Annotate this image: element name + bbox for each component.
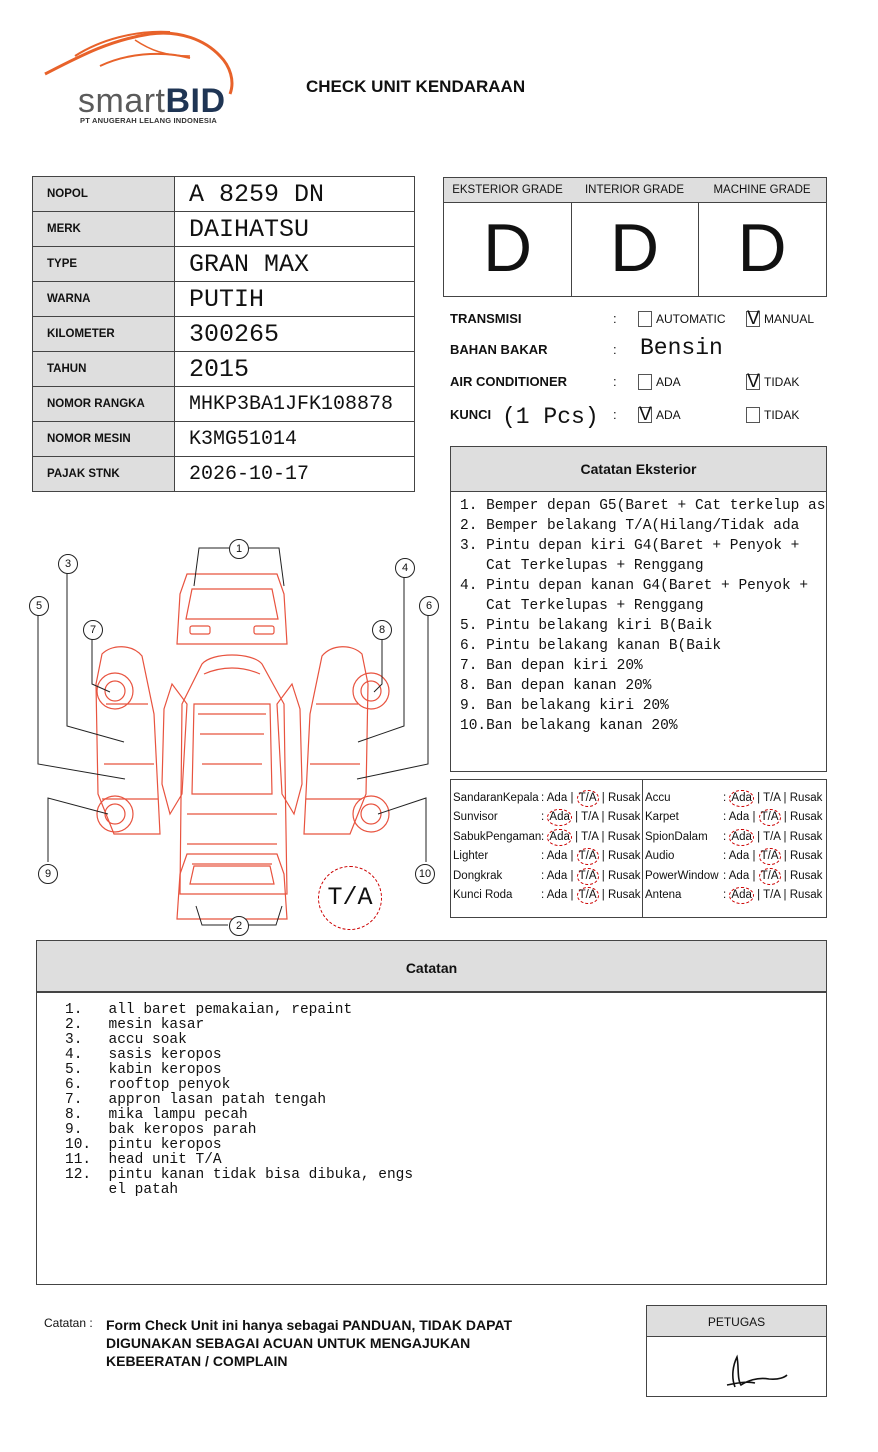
colon: :: [723, 889, 727, 901]
notes-list: [37, 993, 826, 1198]
exterior-note-item: 8. Ban depan kanan 20%: [460, 678, 652, 694]
unit-info-label: MERK: [33, 212, 175, 247]
checkbox[interactable]: [746, 407, 760, 423]
accessory-option-ada[interactable]: Ada: [546, 869, 568, 882]
unit-info-table: [32, 176, 415, 492]
accessory-option-rusak[interactable]: Rusak: [607, 830, 641, 843]
petugas-title: PETUGAS: [647, 1306, 826, 1337]
colon: :: [541, 850, 545, 863]
checkbox-checked[interactable]: [746, 370, 760, 392]
exterior-note-item: 6. Pintu belakang kanan B(Baik: [460, 638, 722, 654]
separator: |: [570, 889, 574, 901]
accessory-options: [723, 886, 822, 905]
separator: |: [752, 811, 756, 824]
unit-info-label: TYPE: [33, 247, 175, 282]
damage-marker-6: 6: [419, 596, 439, 616]
separator: |: [575, 830, 579, 843]
accessory-option-ta[interactable]: T/A: [759, 848, 781, 865]
separator: |: [570, 792, 574, 804]
accessory-name: SpionDalam: [645, 830, 708, 843]
damage-marker-5: 5: [29, 596, 49, 616]
unit-info-value: 2015: [175, 352, 415, 387]
accessory-options: [723, 847, 823, 866]
damage-marker-8: 8: [372, 620, 392, 640]
accessory-option-ta[interactable]: T/A: [763, 792, 781, 804]
note-item: el patah: [65, 1182, 179, 1198]
separator: |: [570, 869, 574, 882]
unit-info-row: [33, 387, 415, 422]
separator: |: [783, 792, 787, 804]
separator: |: [601, 869, 605, 882]
unit-info-value: MHKP3BA1JFK108878: [175, 387, 415, 422]
damage-marker-4: 4: [395, 558, 415, 578]
accessory-option-ada[interactable]: Ada: [729, 790, 753, 807]
transmisi-automatic-option[interactable]: AUTOMATIC: [638, 310, 726, 328]
unit-info-row: [33, 212, 415, 247]
accessory-options: [541, 828, 640, 847]
colon: :: [723, 792, 727, 804]
unit-info-label: NOMOR RANGKA: [33, 387, 175, 422]
ac-label: AIR CONDITIONER: [450, 374, 567, 389]
unit-info-row: [33, 422, 415, 457]
exterior-note-item: 9. Ban belakang kiri 20%: [460, 698, 669, 714]
accessory-option-ta[interactable]: T/A: [577, 887, 599, 904]
grade-label: EKSTERIOR GRADE: [444, 178, 571, 203]
unit-info-row: [33, 282, 415, 317]
note-item: 12. pintu kanan tidak bisa dibuka, engs: [65, 1167, 414, 1183]
accessory-option-ta[interactable]: T/A: [759, 809, 781, 826]
accessory-name: Antena: [645, 889, 682, 901]
damage-marker-7: 7: [83, 620, 103, 640]
note-item: 7. appron lasan patah tengah: [65, 1092, 327, 1108]
grade-label: MACHINE GRADE: [698, 178, 826, 203]
separator: |: [783, 869, 787, 882]
checkbox-checked[interactable]: [746, 307, 760, 329]
checkbox[interactable]: [638, 311, 652, 327]
colon: :: [541, 889, 545, 901]
company-logo: [40, 26, 250, 130]
accessory-option-ada[interactable]: Ada: [728, 869, 750, 882]
damage-marker-2: 2: [229, 916, 249, 936]
bahan-bakar-value: Bensin: [640, 335, 723, 361]
unit-info-row: [33, 457, 415, 492]
ta-stamp: T/A: [318, 866, 382, 930]
accessory-options: [723, 808, 823, 827]
accessory-options: [541, 886, 641, 905]
check-mark: V: [747, 307, 760, 329]
unit-info-row: [33, 247, 415, 282]
accessory-option-ada[interactable]: Ada: [728, 811, 750, 824]
separator: |: [757, 792, 761, 804]
separator: |: [575, 811, 579, 824]
note-item: 5. kabin keropos: [65, 1062, 222, 1078]
grade-value: D: [482, 210, 533, 286]
separator: |: [783, 830, 787, 843]
accessory-name: Karpet: [645, 811, 679, 824]
vehicle-damage-diagram: [22, 534, 442, 938]
accessory-option-rusak[interactable]: Rusak: [789, 850, 823, 863]
check-mark: V: [639, 403, 652, 425]
unit-info-label: WARNA: [33, 282, 175, 317]
accessory-option-ada[interactable]: Ada: [546, 889, 568, 901]
note-item: 1. all baret pemakaian, repaint: [65, 1002, 353, 1018]
unit-info-value: A 8259 DN: [175, 177, 415, 212]
checkbox[interactable]: [638, 374, 652, 390]
kunci-count: (1 Pcs): [502, 404, 599, 430]
unit-info-value: 2026-10-17: [175, 457, 415, 492]
accessory-options: [723, 828, 822, 847]
exterior-note-item: 5. Pintu belakang kiri B(Baik: [460, 618, 713, 634]
kunci-ada-option[interactable]: V ADA: [639, 403, 681, 425]
colon: :: [723, 850, 727, 863]
grade-exterior: [444, 178, 572, 296]
damage-marker-1: 1: [229, 539, 249, 559]
accessory-option-ta[interactable]: T/A: [577, 848, 599, 865]
damage-marker-9: 9: [38, 864, 58, 884]
petugas-box: [646, 1305, 827, 1397]
check-mark: V: [747, 370, 760, 392]
note-item: 4. sasis keropos: [65, 1047, 222, 1063]
unit-info-label: NOMOR MESIN: [33, 422, 175, 457]
separator: |: [601, 830, 605, 843]
vehicle-outline-icon: [22, 534, 442, 938]
kunci-label: KUNCI: [450, 407, 492, 422]
note-item: 6. rooftop penyok: [65, 1077, 231, 1093]
colon: :: [723, 811, 727, 824]
unit-info-value: PUTIH: [175, 282, 415, 317]
accessory-option-ta[interactable]: T/A: [763, 830, 781, 843]
bahan-bakar-label: BAHAN BAKAR: [450, 342, 548, 357]
accessory-options: [541, 808, 640, 827]
document-title: CHECK UNIT KENDARAAN: [306, 77, 526, 96]
accessory-option-ada[interactable]: Ada: [729, 887, 753, 904]
grade-machine: [698, 178, 826, 296]
colon: :: [541, 869, 545, 882]
accessory-option-rusak[interactable]: Rusak: [789, 869, 823, 882]
signature-icon: [647, 1337, 826, 1395]
unit-info-label: PAJAK STNK: [33, 457, 175, 492]
accessory-options: [723, 867, 823, 886]
grade-interior: [571, 178, 699, 296]
separator: |: [752, 850, 756, 863]
colon: :: [613, 311, 617, 326]
unit-info-row: [33, 317, 415, 352]
ac-tidak-option[interactable]: V TIDAK: [747, 370, 800, 392]
logo-wordmark: smartBID: [78, 82, 226, 120]
kunci-tidak-option[interactable]: TIDAK: [746, 406, 799, 424]
unit-info-value: DAIHATSU: [175, 212, 415, 247]
accessory-option-rusak[interactable]: Rusak: [789, 792, 823, 804]
accessory-name: Lighter: [453, 850, 489, 863]
accessory-option-rusak[interactable]: Rusak: [607, 792, 641, 804]
accessory-name: Audio: [645, 850, 675, 863]
colon: :: [723, 869, 727, 882]
unit-info-label: KILOMETER: [33, 317, 175, 352]
accessory-option-ta[interactable]: T/A: [763, 889, 781, 901]
accessory-option-rusak[interactable]: Rusak: [789, 889, 823, 901]
separator: |: [757, 830, 761, 843]
colon: :: [723, 830, 727, 843]
grade-value: D: [737, 210, 787, 286]
accessory-option-rusak[interactable]: Rusak: [607, 869, 641, 882]
colon: :: [541, 830, 545, 843]
colon: :: [613, 407, 617, 422]
separator: |: [757, 889, 761, 901]
accessory-option-ta[interactable]: T/A: [759, 868, 781, 885]
accessory-option-ada[interactable]: Ada: [546, 792, 568, 804]
unit-info-value: GRAN MAX: [175, 247, 415, 282]
grade-label: INTERIOR GRADE: [571, 178, 698, 203]
exterior-notes-list: [451, 492, 826, 736]
footer-disclaimer: Form Check Unit ini hanya sebagai PANDUAN, TIDAK DAPAT DIGUNAKAN SEBAGAI ACUAN UNTUK MENGAJUKAN KEBEERATAN / COMPLAIN: [106, 1317, 513, 1369]
accessory-name: SandaranKepala: [453, 792, 539, 804]
separator: |: [752, 869, 756, 882]
damage-marker-3: 3: [58, 554, 78, 574]
unit-info-value: K3MG51014: [175, 422, 415, 457]
accessories-panel: [450, 779, 827, 918]
checkbox-checked[interactable]: [638, 403, 652, 425]
separator: |: [601, 792, 605, 804]
accessory-option-ta[interactable]: T/A: [581, 811, 599, 824]
unit-info-label: NOPOL: [33, 177, 175, 212]
exterior-note-item: 10.Ban belakang kanan 20%: [460, 718, 678, 734]
exterior-note-item: 1. Bemper depan G5(Baret + Cat terkelup as: [460, 498, 826, 514]
exterior-notes-title: Catatan Eksterior: [451, 447, 826, 492]
accessory-option-ada[interactable]: Ada: [547, 829, 571, 846]
accessory-option-rusak[interactable]: Rusak: [607, 889, 641, 901]
ac-ada-option[interactable]: ADA: [638, 373, 681, 391]
exterior-note-item: 4. Pintu depan kanan G4(Baret + Penyok + Cat Terkelupas + Renggang: [460, 578, 809, 614]
accessory-options: [723, 789, 822, 808]
accessory-option-rusak[interactable]: Rusak: [607, 811, 641, 824]
note-item: 2. mesin kasar: [65, 1017, 205, 1033]
accessory-options: [541, 789, 641, 808]
separator: |: [601, 850, 605, 863]
unit-info-value: 300265: [175, 317, 415, 352]
colon: :: [541, 811, 545, 824]
notes-title: Catatan: [37, 941, 826, 993]
unit-info-label: TAHUN: [33, 352, 175, 387]
unit-info-row: [33, 352, 415, 387]
accessory-name: Accu: [645, 792, 671, 804]
footer-label: Catatan :: [44, 1316, 93, 1330]
note-item: 9. bak keropos parah: [65, 1122, 257, 1138]
exterior-note-item: 2. Bemper belakang T/A(Hilang/Tidak ada: [460, 518, 800, 534]
accessory-option-ada[interactable]: Ada: [546, 850, 568, 863]
separator: |: [570, 850, 574, 863]
accessory-option-rusak[interactable]: Rusak: [607, 850, 641, 863]
note-item: 3. accu soak: [65, 1032, 187, 1048]
note-item: 11. head unit T/A: [65, 1152, 222, 1168]
column-divider: [642, 780, 643, 917]
accessory-name: Dongkrak: [453, 869, 503, 882]
accessory-option-ta[interactable]: T/A: [577, 790, 599, 807]
accessory-options: [541, 867, 641, 886]
logo-subtitle: PT ANUGERAH LELANG INDONESIA: [80, 116, 217, 125]
damage-marker-10: 10: [415, 864, 435, 884]
colon: :: [613, 374, 617, 389]
accessory-name: PowerWindow: [645, 869, 719, 882]
accessory-option-ta[interactable]: T/A: [581, 830, 599, 843]
accessory-name: SabukPengaman: [453, 830, 542, 843]
accessory-option-ta[interactable]: T/A: [577, 868, 599, 885]
note-item: 8. mika lampu pecah: [65, 1107, 248, 1123]
exterior-notes-panel: [450, 446, 827, 772]
separator: |: [783, 889, 787, 901]
accessory-options: [541, 847, 641, 866]
unit-info-row: [33, 177, 415, 212]
accessory-name: Kunci Roda: [453, 889, 513, 901]
separator: |: [601, 811, 605, 824]
exterior-note-item: 7. Ban depan kiri 20%: [460, 658, 643, 674]
separator: |: [783, 850, 787, 863]
accessory-option-rusak[interactable]: Rusak: [789, 830, 823, 843]
note-item: 10. pintu keropos: [65, 1137, 222, 1153]
grade-value: D: [609, 210, 660, 286]
notes-panel: [36, 940, 827, 1285]
transmisi-label: TRANSMISI: [450, 311, 522, 326]
accessory-option-ada[interactable]: Ada: [728, 850, 750, 863]
exterior-note-item: 3. Pintu depan kiri G4(Baret + Penyok + Cat Terkelupas + Renggang: [460, 538, 800, 574]
separator: |: [601, 889, 605, 901]
grades-panel: [443, 177, 827, 297]
transmisi-manual-option[interactable]: V MANUAL: [747, 307, 815, 329]
accessory-option-ada[interactable]: Ada: [547, 809, 571, 826]
accessory-option-ada[interactable]: Ada: [729, 829, 753, 846]
accessory-name: Sunvisor: [453, 811, 498, 824]
colon: :: [613, 342, 617, 357]
accessory-option-rusak[interactable]: Rusak: [789, 811, 823, 824]
separator: |: [783, 811, 787, 824]
colon: :: [541, 792, 545, 804]
